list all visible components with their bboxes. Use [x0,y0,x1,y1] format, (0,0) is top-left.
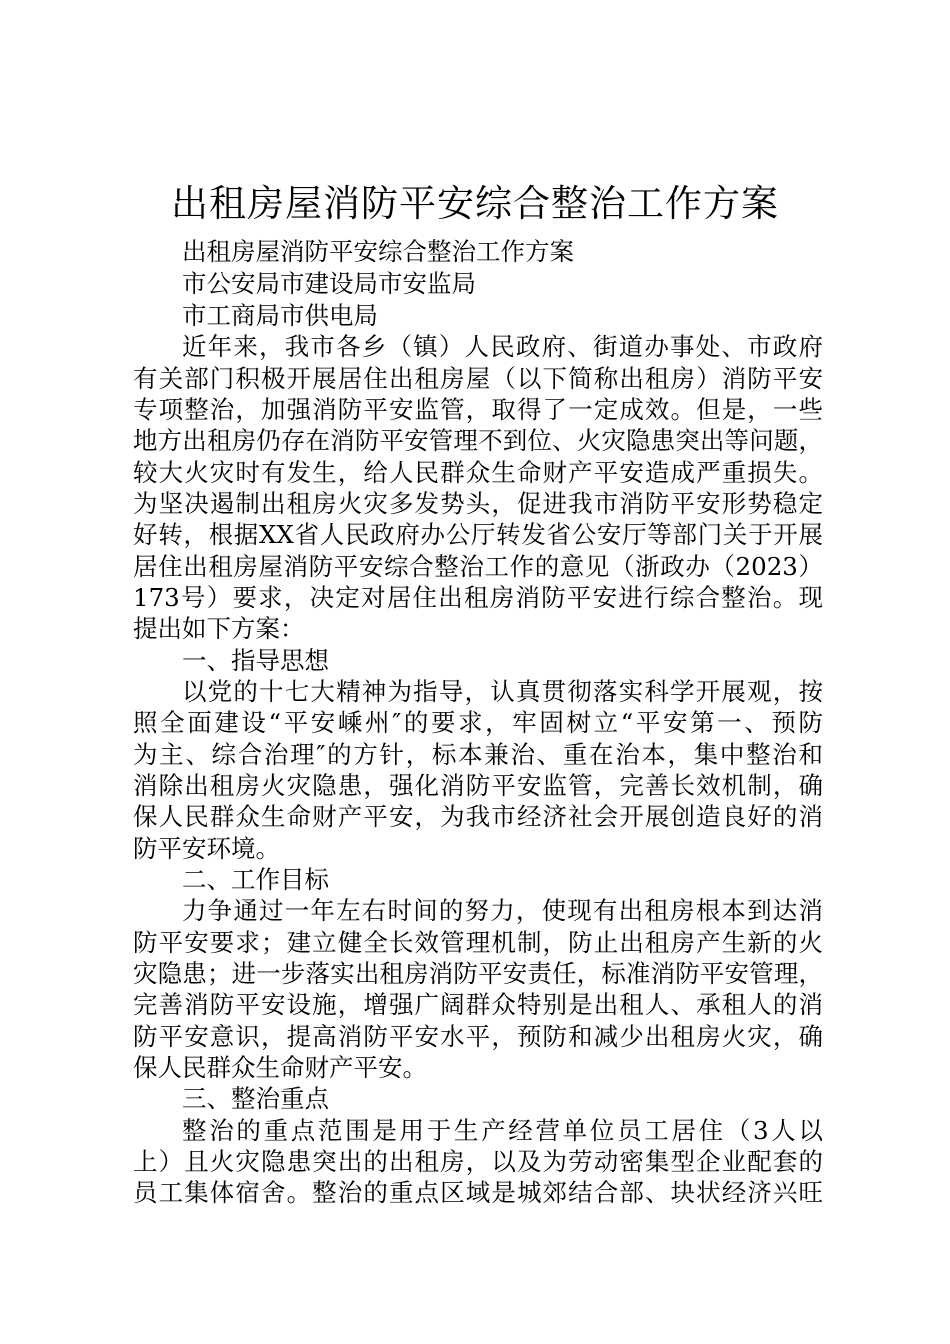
paragraph-line: 完善消防平安设施，增强广阔群众特别是出租人、承租人的消 [133,990,823,1019]
paragraph-line: 地方出租房仍存在消防平安管理不到位、火灾隐患突出等问题， [133,426,823,455]
paragraph-line: 专项整治，加强消防平安监管，取得了一定成效。但是，一些 [133,395,823,424]
paragraph-line: 为主、综合治理″的方针，标本兼治、重在治本，集中整治和 [133,740,823,769]
issuer-line: 市工商局市供电局 [182,301,378,330]
issuer-line: 市公安局市建设局市安监局 [182,269,476,298]
section-heading: 一、指导思想 [182,646,329,675]
paragraph-line: 为坚决遏制出租房火灾多发势头，促进我市消防平安形势稳定 [133,489,823,518]
paragraph-line: 居住出租房屋消防平安综合整治工作的意见（浙政办（2023） [133,552,823,581]
paragraph-line: 以党的十七大精神为指导，认真贯彻落实科学开展观，按 [182,677,823,706]
paragraph-line: 力争通过一年左右时间的努力，使现有出租房根本到达消 [182,896,823,925]
paragraph-line: 较大火灾时有发生，给人民群众生命财产平安造成严重损失。 [133,458,823,487]
paragraph-line: 近年来，我市各乡（镇）人民政府、街道办事处、市政府 [182,332,823,361]
document-title: 出租房屋消防平安综合整治工作方案 [171,182,779,225]
paragraph-line: 防平安环境。 [133,834,280,863]
paragraph-line: 防平安要求；建立健全长效管理机制，防止出租房产生新的火 [133,928,823,957]
paragraph-line: 提出如下方案： [133,614,305,643]
section-heading: 三、整治重点 [182,1084,329,1113]
paragraph-line: 上）且火灾隐患突出的出租房，以及为劳动密集型企业配套的 [133,1147,823,1176]
paragraph-line: 保人民群众生命财产平安，为我市经济社会开展创造良好的消 [133,802,823,831]
paragraph-line: 照全面建设“平安嵊州″的要求，牢固树立“平安第一、预防 [133,708,823,737]
paragraph-line: 灾隐患；进一步落实出租房消防平安责任，标准消防平安管理， [133,959,823,988]
paragraph-line: 好转，根据XX省人民政府办公厅转发省公安厅等部门关于开展 [133,520,823,549]
subtitle-line: 出租房屋消防平安综合整治工作方案 [182,237,574,266]
paragraph-line: 保人民群众生命财产平安。 [133,1053,427,1082]
paragraph-line: 员工集体宿舍。整治的重点区域是城郊结合部、块状经济兴旺 [133,1178,823,1207]
paragraph-line: 173号）要求，决定对居住出租房消防平安进行综合整治。现 [133,583,823,612]
section-heading: 二、工作目标 [182,865,329,894]
paragraph-line: 整治的重点范围是用于生产经营单位员工居住（3人以 [182,1116,823,1145]
paragraph-line: 消除出租房火灾隐患，强化消防平安监管，完善长效机制，确 [133,771,823,800]
paragraph-line: 防平安意识，提高消防平安水平，预防和减少出租房火灾，确 [133,1022,823,1051]
paragraph-line: 有关部门积极开展居住出租房屋（以下简称出租房）消防平安 [133,364,823,393]
